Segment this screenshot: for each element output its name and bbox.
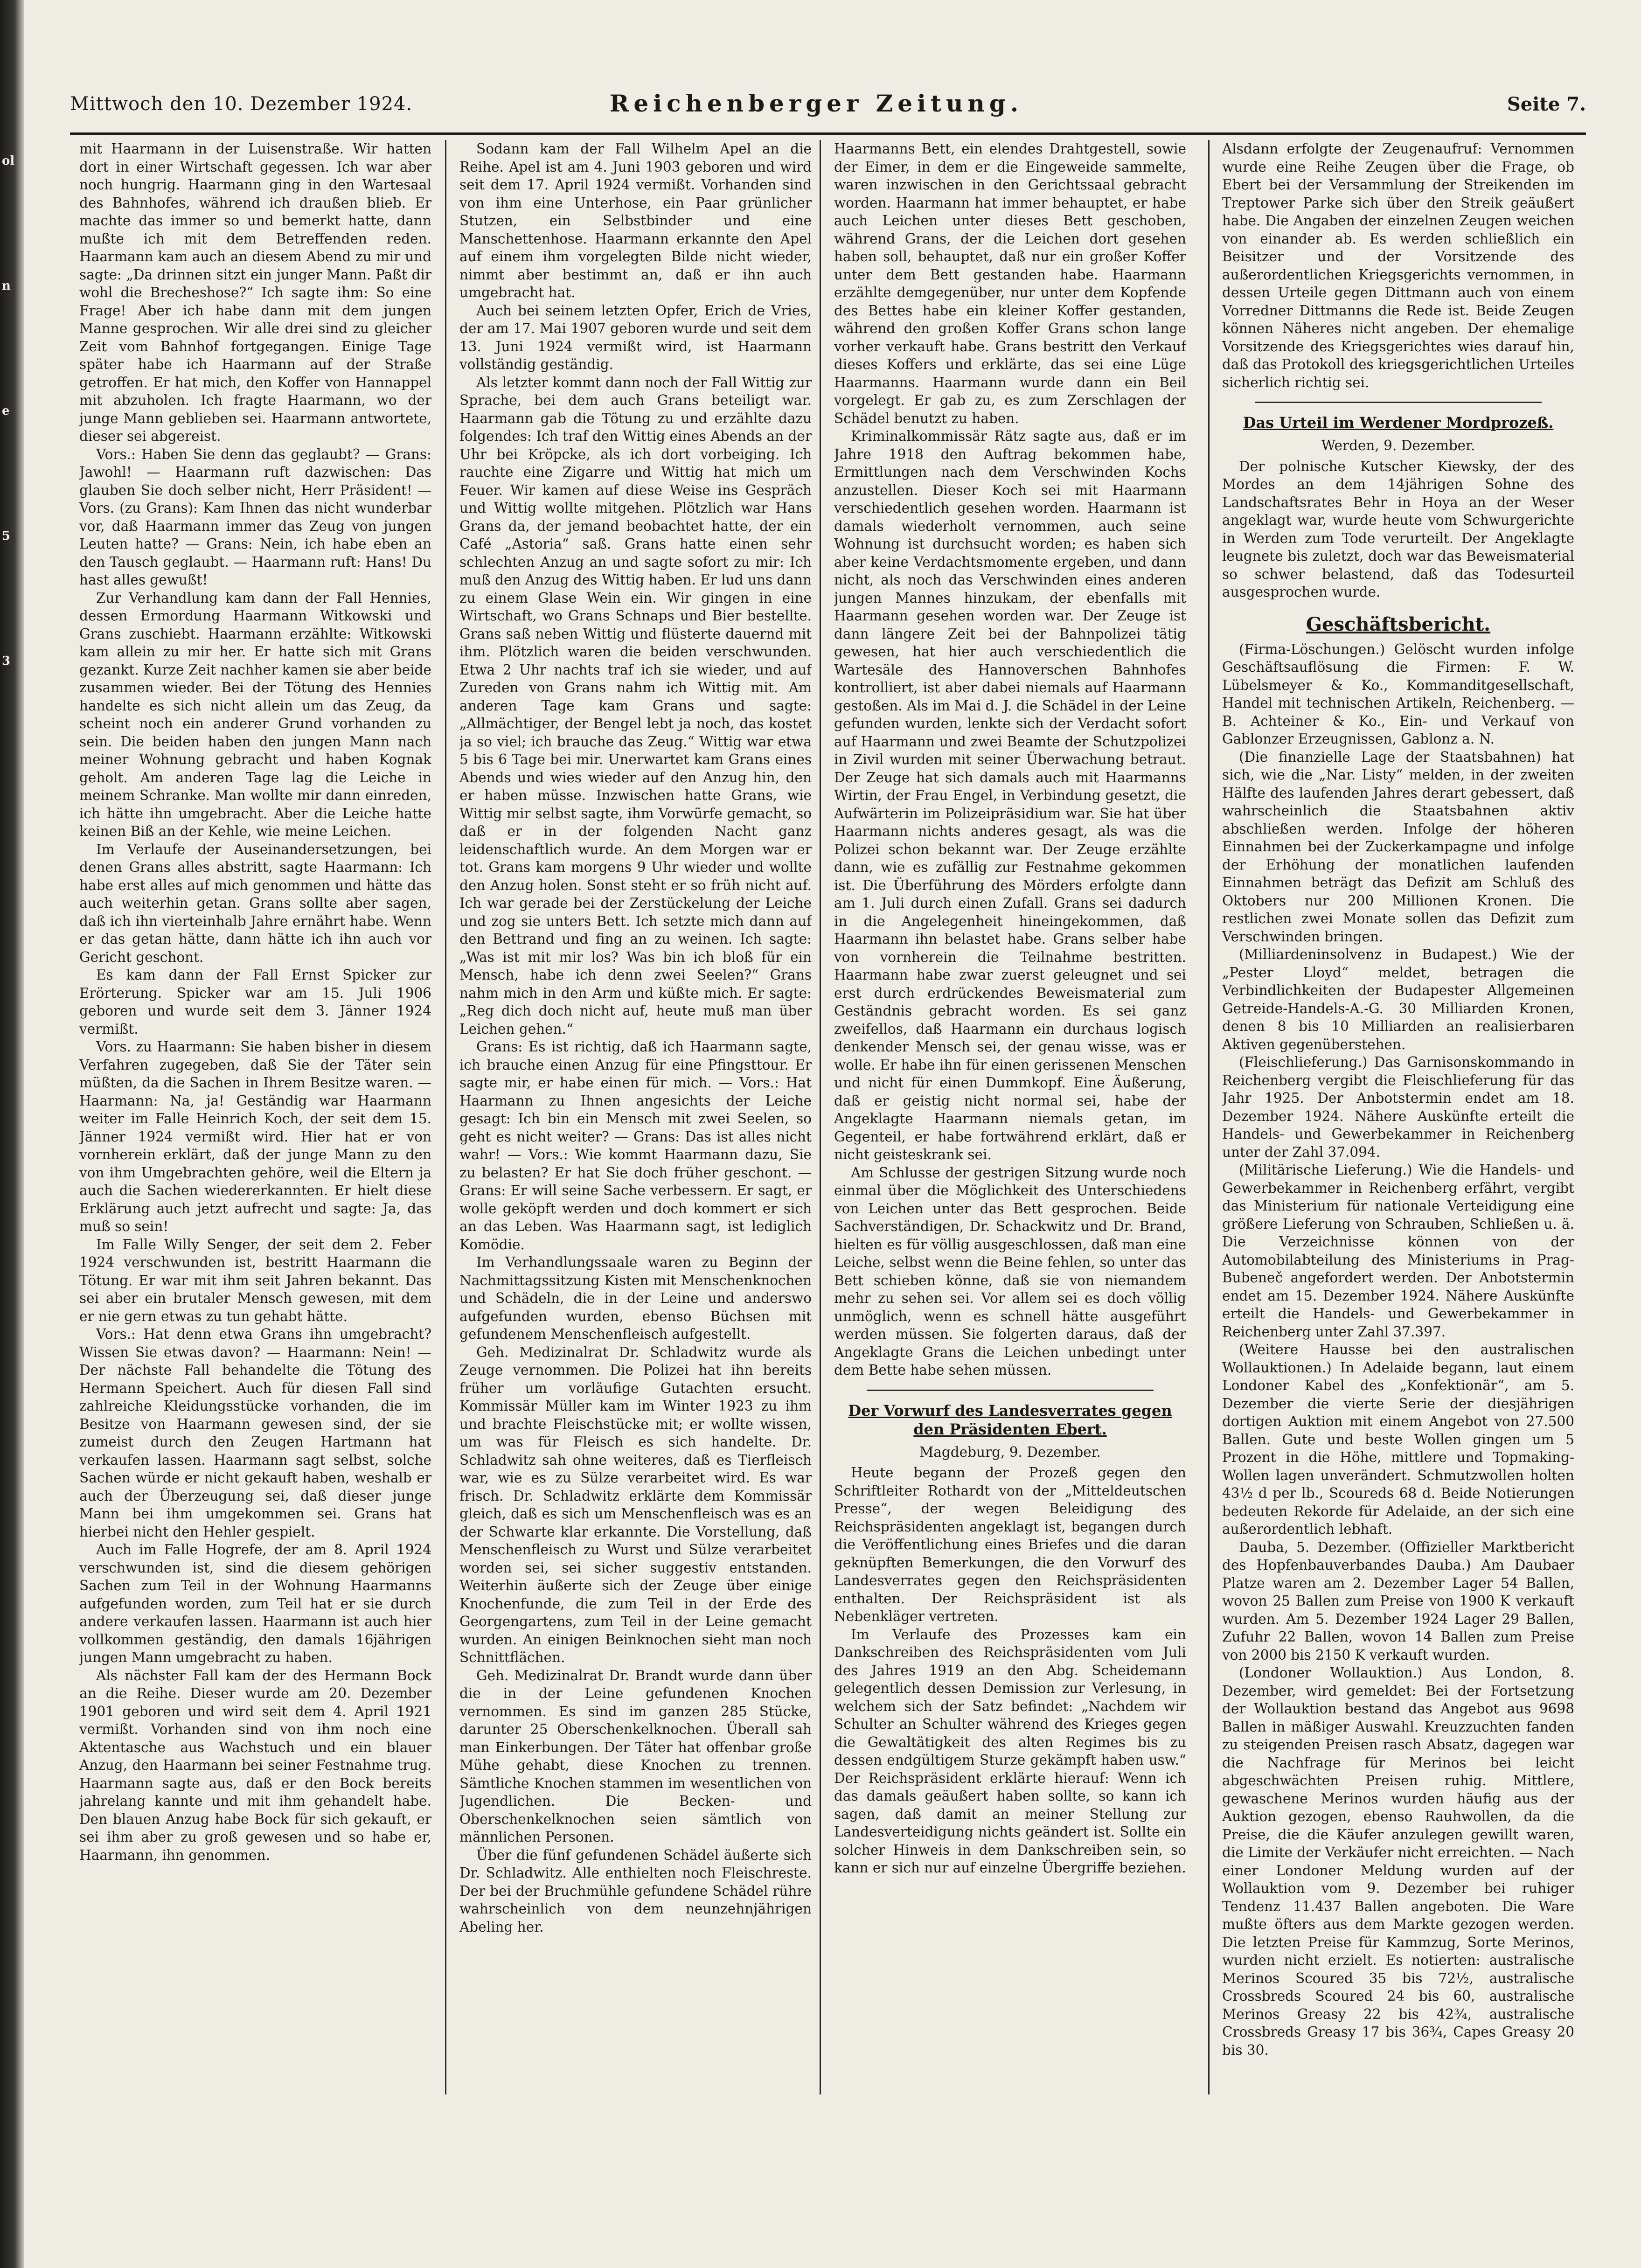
column-4: [1222, 140, 1574, 2094]
article-paragraph: Auch bei seinem letzten Opfer, Erich de Vries, der am 17. Mai 1907 geboren wurde und seit dem 13. Juni 1924 vermißt wird, ist Haarmann vollständig geständig.: [459, 302, 812, 372]
article-paragraph: Sodann kam der Fall Wilhelm Apel an die Reihe. Apel ist am 4. Juni 1903 geboren und wird seit dem 17. April 1924 vermißt. Vorhanden sind von ihm eine Unterhose, ein Paar grünlicher Stutzen, ein Selbstbinder und eine Manschettenhose. Haarmann erkannte den Apel auf einem ihm vorgelegten Bilde nicht wieder, nimmt aber bestimmt an, daß er ihn auch umgebracht hat.: [459, 141, 812, 300]
issue-date: Mittwoch den 10. Dezember 1924.: [70, 93, 413, 115]
column-rule: [1208, 140, 1210, 2094]
news-item: (Londoner Wollauktion.) Aus London, 8. Dezember, wird gemeldet: Bei der Fortsetzung der Wollauktion bestand das Angebot aus 9698 Ballen in mäßiger Auswahl. Kreuzzuchten fanden zu steigenden Preisen rasch Absatz, dagegen war die Nachfrage für Merinos bei leicht abgeschwächten Preisen ruhig. Mittlere, gewaschene Merinos wurden häufig aus der Auktion gezogen, ebenso Rauhwollen, da die Preise, die die Käufer anzulegen gewillt waren, die Limite der Verkäufer nicht erreichten. — Nach einer Londoner Meldung wurden auf der Wollauktion vom 9. Dezember bei ruhiger Tendenz 11.437 Ballen angeboten. Die Ware mußte öfters aus dem Markte gezogen werden. Die letzten Preise für Kammzug, Sorte Merinos, wurden nicht erzielt. Es notierten: australische Merinos Scoured 35 bis 72½, australische Crossbreds Scoured 24 bis 60, australische Merinos Greasy 22 bis 42¾, australische Crossbreds Greasy 17 bis 36¾, Capes Greasy 20 bis 30.: [1222, 1665, 1574, 2058]
margin-fragments: [2, 154, 21, 779]
article-paragraph: Vors.: Haben Sie denn das geglaubt? — Grans: Jawohl! — Haarmann ruft dazwischen: Das glauben Sie doch selber nicht, Herr Präsident! — Vors. (zu Grans): Kam Ihnen das nicht wunderbar vor, daß Haarmann immer das Zeug von jungen Leuten hatte? — Grans: Nein, ich habe eben an den Tausch geglaubt. — Haarmann ruft: Hans! Du hast alles gewußt!: [79, 446, 431, 588]
news-item: Dauba, 5. Dezember. (Offizieller Marktbericht des Hopfenbauverbandes Dauba.) Am Daubaer Platze waren am 2. Dezember Lager 54 Ballen, wovon 25 Ballen zum Preise von 1900 K verkauft wurden. Am 5. Dezember 1924 Lager 29 Ballen, Zufuhr 22 Ballen, wovon 14 Ballen zum Preise von 2000 bis 2150 K verkauft wurden.: [1222, 1539, 1574, 1663]
article-paragraph: Haarmanns Bett, ein elendes Drahtgestell, sowie der Eimer, in dem er die Eingeweide sammelte, waren inzwischen in den Gerichtssaal gebracht worden. Haarmann hat immer behauptet, er habe auch Leichen unter dieses Bett geschoben, während Grans, der die Leichen dort gesehen haben soll, behauptet, daß nur ein großer Koffer unter dem Bett gestanden habe. Haarmann erzählte demgegenüber, nur unter dem Kopfende des Bettes habe ein kleiner Koffer gestanden, während den großen Koffer Grans schon lange vorher verkauft habe. Grans bestritt den Verkauf dieses Koffers und erklärte, das sei eine Lüge Haarmanns. Haarmann wurde dann ein Beil vorgelegt. Er gab zu, es zum Zerschlagen der Schädel benutzt zu haben.: [834, 141, 1186, 426]
article-paragraph: Kriminalkommissär Rätz sagte aus, daß er im Jahre 1918 den Auftrag bekommen habe, Ermittlungen nach dem Verschwinden Kochs anzustellen. Dieser Koch sei mit Haarmann verschiedentlich gesehen worden. Haarmann ist damals wiederholt vernommen, auch seine Wohnung ist durchsucht worden; es haben sich aber keine Verdachtsmomente ergeben, und dann nicht, als noch das Verschwinden eines anderen jungen Mannes hinzukam, der ebenfalls mit Haarmann gesehen worden war. Der Zeuge ist dann längere Zeit bei der Bahnpolizei tätig gewesen, hat hier auch verschiedentlich die Wartesäle des Hannoverschen Bahnhofes kontrolliert, ist aber dabei niemals auf Haarmann gestoßen. Als im Mai d. J. die Schädel in der Leine gefunden wurden, lenkte sich der Verdacht sofort auf Haarmann und zwei Beamte der Schutzpolizei in Zivil wurden mit seiner Überwachung betraut. Der Zeuge hat sich damals auch mit Haarmanns Wirtin, der Frau Engel, in Verbindung gesetzt, die Aufwärterin im Polizeipräsidium war. Sie hat über Haarmann nichts anderes gesagt, als was die Polizei schon bekannt war. Der Zeuge erzählte dann, wie es zufällig zur Festnahme gekommen ist. Die Überführung des Mörders erfolgte dann am 1. Juli durch einen Zufall. Grans sei dadurch in die Angelegenheit hineingekommen, daß Haarmann ihn belastet habe. Grans selber habe von vornherein die Teilnahme bestritten. Haarmann habe zwar zuerst geleugnet und sei erst durch erdrückendes Beweismaterial zum Geständnis gebracht worden. Es sei ganz zweifellos, daß Haarmann ein durchaus logisch denkender Mensch sei, der genau wisse, was er wolle. Er habe ihn für einen gerissenen Menschen und nicht für einen Dummkopf. Eine Äußerung, daß er geistig nicht normal sei, habe der Angeklagte Haarmann niemals getan, im Gegenteil, er habe fortwährend erklärt, daß er nicht geisteskrank sei.: [834, 428, 1186, 1162]
article-heading: Das Urteil im Werdener Mordprozeß.: [1243, 414, 1554, 431]
article-paragraph: mit Haarmann in der Luisenstraße. Wir hatten dort in einer Wirtschaft gegessen. Ich war aber noch hungrig. Haarmann ging in den Wartesaal des Bahnhofes, während ich draußen blieb. Er machte das immer so und bemerkt hatte, dann mußte ich mit dem Betreffenden reden. Haarmann kam auch an diesem Abend zu mir und sagte: „Da drinnen sitzt ein junger Mann. Paßt dir wohl die Brecheshose?“ Ich sagte ihm: So eine Frage! Aber ich habe dann mit dem jungen Manne gesprochen. Wir alle drei sind zu gleicher Zeit vom Bahnhof fortgegangen. Einige Tage später habe ich Haarmann auf der Straße getroffen. Er hat mich, den Koffer von Hannappel mit abzuholen. Ich fragte Haarmann, wo der junge Mann geblieben sei. Haarmann antwortete, dieser sei abgereist.: [79, 141, 431, 444]
article-paragraph: Im Verlaufe des Prozesses kam ein Dankschreiben des Reichspräsidenten vom Juli des Jahres 1919 an den Abg. Scheidemann gelegentlich dessen Demission zur Verlesung, in welchem sich der Satz befindet: „Nachdem wir Schulter an Schulter während des Krieges gegen die Gewaltätigkeit des alten Regimes bis zu dessen endgültigem Sturze gekämpft haben usw.“ Der Reichspräsident erklärte hierauf: Wenn ich das damals geäußert haben sollte, so kann ich sagen, daß damit an meiner Stellung zur Landesverteidigung nichts geändert ist. Sollte ein solcher Hinweis in dem Dankschreiben sein, so kann er sich nur auf einzelne Übergriffe beziehen.: [834, 1626, 1186, 1876]
article-paragraph: Als letzter kommt dann noch der Fall Wittig zur Sprache, bei dem auch Grans beteiligt war. Haarmann gab die Tötung zu und erzählte dazu folgendes: Ich traf den Wittig eines Abends an der Uhr bei Kröpcke, als ich dort vorbeiging. Ich rauchte eine Zigarre und Wittig hat mich um Feuer. Wir kamen auf diese Weise ins Gespräch und Wittig wollte mitgehen. Plötzlich war Hans Grans da, der jemand beobachtet hatte, der ein Café „Astoria“ saß. Grans hatte einen sehr schlechten Anzug an und sagte sofort zu mir: Ich muß den Anzug des Wittig haben. Er lud uns dann zu einem Glase Wein ein. Wir gingen in eine Wirtschaft, wo Grans Schnaps und Bier bestellte. Grans saß neben Wittig und flüsterte dauernd mit ihm. Plötzlich waren die beiden verschwunden. Etwa 2 Uhr nachts traf ich sie wieder, und auf Zureden von Grans nahm ich Wittig mit. Am anderen Tage kam Grans und sagte: „Allmächtiger, der Bengel lebt ja noch, das kostet ja so viel; ich brauche das Zeug.“ Wittig war etwa 5 bis 6 Tage bei mir. Unerwartet kam Grans eines Abends und wies wieder auf den Anzug hin, den er haben müsse. Inzwischen hatte Grans, wie Wittig mir selbst sagte, ihm Vorwürfe gemacht, so daß er in der folgenden Nacht ganz leidenschaftlich wurde. An dem Morgen war er tot. Grans kam morgens 9 Uhr wieder und wollte den Anzug holen. Sonst steht er so früh nicht auf. Ich war gerade bei der Zerstückelung der Leiche und zog sie unters Bett. Ich setzte mich dann auf den Bettrand und fing an zu weinen. Ich sagte: „Was ist mit mir los? Was bin ich bloß für ein Mensch, habe ich denn zwei Seelen?“ Grans nahm mich in den Arm und küßte mich. Er sagte: „Reg dich doch nicht auf, heute muß man über Leichen gehen.“: [459, 374, 812, 1037]
column-rule: [445, 140, 446, 2094]
margin-fragment: 3: [2, 654, 11, 668]
article-paragraph: Im Falle Willy Senger, der seit dem 2. Feber 1924 verschwunden ist, bestritt Haarmann die Tötung. Er war mit ihm seit Jahren bekannt. Das sei aber ein brutaler Mensch gewesen, mit dem er nie gern etwas zu tun gehabt hätte.: [79, 1236, 431, 1324]
article-paragraph: Es kam dann der Fall Ernst Spicker zur Erörterung. Spicker war am 15. Juli 1906 geboren und wurde seit dem 3. Jänner 1924 vermißt.: [79, 967, 431, 1037]
article-paragraph: Am Schlusse der gestrigen Sitzung wurde noch einmal über die Möglichkeit des Unterschiedens von Leichen unter das Bett gesprochen. Beide Sachverständigen, Dr. Schackwitz und Dr. Brand, hielten es für völlig ausgeschlossen, daß man eine Leiche, selbst wenn die Beine fehlen, so unter das Bett schieben könne, daß sie von niemandem mehr zu sehen sei. Vor allem sei es doch völlig unmöglich, wenn es schnell hätte ausgeführt werden müssen. Sie folgerten daraus, daß der Angeklagte Grans die Leichen unbedingt unter dem Bette habe sehen müssen.: [834, 1164, 1186, 1378]
article-paragraph: Geh. Medizinalrat Dr. Schladwitz wurde als Zeuge vernommen. Die Polizei hat ihn bereits früher um vorläufige Gutachten ersucht. Kommissär Müller kam im Winter 1923 zu ihm und brachte Fleischstücke mit; er wollte wissen, um was für Fleisch es sich handelte. Dr. Schladwitz sah ohne weiteres, daß es Tierfleisch war, wie es zu Sülze verarbeitet wird. Es war frisch. Dr. Schladwitz erklärte dem Kommissär gleich, daß es sich um Menschenfleisch was es an der Schwarte klar erkannte. Die Vorstellung, daß Menschenfleisch zu Wurst und Sülze verarbeitet worden sei, sei sicher suggestiv entstanden. Weiterhin äußerte sich der Zeuge über einige Knochenfunde, die zum Teil in der Erde des Georgengartens, zum Teil in der Leine gemacht wurden. An einigen Beinknochen sieht man noch Schnittflächen.: [459, 1344, 812, 1665]
article-paragraph: Alsdann erfolgte der Zeugenaufruf: Vernommen wurde eine Reihe Zeugen über die Frage, ob Ebert bei der Versammlung der Streikenden im Treptower Parke sich über den Streik geäußert habe. Die Angaben der einzelnen Zeugen weichen von einander ab. Es werden schließlich ein Beisitzer und der Vorsitzende des außerordentlichen Kriegsgerichts vernommen, in dessen Urteile gegen Dittmann auch von einem Vorredner Dittmanns die Rede ist. Beide Zeugen können Näheres nicht angeben. Der ehemalige Vorsitzende des Kriegsgerichtes wies darauf hin, daß das Protokoll des kriegsgerichtlichen Urteiles sicherlich richtig sei.: [1222, 141, 1574, 390]
article-paragraph: Über die fünf gefundenen Schädel äußerte sich Dr. Schladwitz. Alle enthielten noch Fleischreste. Der bei der Bruchmühle gefundene Schädel rühre wahrscheinlich von dem neunzehnjährigen Abeling her.: [459, 1847, 812, 1935]
news-item: (Fleischlieferung.) Das Garnisonskommando in Reichenberg vergibt die Fleischlieferung für das Jahr 1925. Der Anbotstermin endet am 18. Dezember 1924. Nähere Auskünfte erteilt die Handels- und Gewerbekammer in Reichenberg unter der Zahl 37.094.: [1222, 1054, 1574, 1160]
article-separator: [1255, 402, 1542, 403]
news-item: (Die finanzielle Lage der Staatsbahnen) hat sich, wie die „Nar. Listy“ melden, in der zweiten Hälfte des laufenden Jahres derart gebessert, daß wahrscheinlich die Staatsbahnen aktiv abschließen werden. Infolge der höheren Einnahmen bei der Zuckerkampagne und infolge der Erhöhung der monatlichen laufenden Einnahmen beträgt das Defizit am Schluß des Oktobers nur 200 Millionen Kronen. Die restlichen zwei Monate sollen das Defizit zum Verschwinden bringen.: [1222, 749, 1574, 945]
column-3: [834, 140, 1186, 2094]
column-2: [459, 140, 812, 2094]
margin-fragment: ol: [2, 154, 15, 168]
article-dateline: Werden, 9. Dezember.: [1321, 438, 1475, 453]
article-paragraph: Zur Verhandlung kam dann der Fall Hennies, dessen Ermordung Haarmann Witkowski und Grans zuschiebt. Haarmann erzählte: Witkowski kam allein zu mir her. Er hatte sich mit Grans gezankt. Kurze Zeit nachher kamen sie aber beide zusammen wieder. Bei der Tötung des Hennies handelte es sich nicht allein um das Zeug, da scheint noch ein anderer Grund vorhanden zu sein. Die beiden haben den jungen Mann nach meiner Wohnung gebracht und haben Kognak geholt. Am anderen Tage lag die Leiche in meinem Schranke. Man wollte mir dann einreden, ich hätte ihn umgebracht. Aber die Leiche hatte keinen Biß an der Kehle, wie meine Leichen.: [79, 590, 431, 839]
header-rule: [70, 132, 1586, 135]
article-paragraph: Im Verhandlungssaale waren zu Beginn der Nachmittagssitzung Kisten mit Menschenknochen und Schädeln, die in der Leine und anderswo aufgefunden wurden, ebenso Büchsen mit gefundenem Menschenfleisch aufgestellt.: [459, 1254, 812, 1342]
article-paragraph: Heute begann der Prozeß gegen den Schriftleiter Rothardt von der „Mitteldeutschen Presse“, der wegen Beleidigung des Reichspräsidenten angeklagt ist, begangen durch die Veröffentlichung eines Briefes und die daran geknüpften Bemerkungen, die den Vorwurf des Landesverrates gegen den Reichspräsidenten enthalten. Der Reichspräsident ist als Nebenkläger vertreten.: [834, 1465, 1186, 1624]
article-paragraph: Geh. Medizinalrat Dr. Brandt wurde dann über die in der Leine gefundenen Knochen vernommen. Es sind im ganzen 285 Stücke, darunter 25 Oberschenkelknochen. Überall sah man Einkerbungen. Der Täter hat offenbar große Mühe gehabt, diese Knochen zu trennen. Sämtliche Knochen stammen im wesentlichen von Jugendlichen. Die Becken- und Oberschenkelknochen seien sämtlich von männlichen Personen.: [459, 1667, 812, 1845]
section-heading: Geschäftsbericht.: [1306, 613, 1491, 635]
column-rule: [820, 140, 821, 2094]
margin-fragment: e: [2, 404, 10, 418]
news-item: (Militärische Lieferung.) Wie die Handels- und Gewerbekammer in Reichenberg erfährt, vergibt das Ministerium für nationale Verteidigung eine größere Lieferung von Schrauben, Schließen u. ä. Die Verzeichnisse können von der Automobilabteilung des Ministeriums in Prag-Bubeneč angefordert werden. Der Anbotstermin endet am 15. Dezember 1924. Nähere Auskünfte erteilt die Handels- und Gewerbekammer in Reichenberg unter Zahl 37.397.: [1222, 1162, 1574, 1340]
article-paragraph: Der polnische Kutscher Kiewsky, der des Mordes an dem 14jährigen Sohne des Landschaftsrates Behr in Hoya an der Weser angeklagt war, wurde heute vom Schwurgerichte in Werden zum Tode verurteilt. Der Angeklagte leugnete bis zuletzt, doch war das Beweismaterial so schwer belastend, daß das Todesurteil ausgesprochen wurde.: [1222, 458, 1574, 600]
news-item: (Milliardeninsolvenz in Budapest.) Wie der „Pester Lloyd“ meldet, betragen die Verbindlichkeiten der Budapester Allgemeinen Getreide-Handels-A.-G. 30 Milliarden Kronen, denen 8 bis 10 Milliarden an realisierbaren Aktiven gegenüberstehen.: [1222, 946, 1574, 1052]
news-item: (Weitere Hausse bei den australischen Wollauktionen.) In Adelaide begann, laut einem Londoner Kabel des „Konfektionär“, am 5. Dezember die vierte Serie der diesjährigen dortigen Auktion mit einem Angebot von 27.500 Ballen. Gute und beste Wollen gingen um 5 Prozent in die Höhe, mittlere und Topmaking-Wollen lagen unverändert. Schmutzwollen holten 43½ d per lb., Scoureds 68 d. Beide Notierungen bedeuten Rekorde für Adelaide, an der sich eine außerordentlich lebhaft.: [1222, 1342, 1574, 1537]
left-page-edge: [0, 0, 24, 2268]
page-header: [70, 90, 1586, 126]
margin-fragment: n: [2, 279, 11, 293]
article-paragraph: Grans: Es ist richtig, daß ich Haarmann sagte, ich brauche einen Anzug für eine Pfingsttour. Er sagte mir, er habe einen für mich. — Vors.: Hat Haarmann zu Ihnen angesichts der Leiche gesagt: Ich bin ein Mensch mit zwei Seelen, so geht es nicht weiter? — Grans: Das ist alles nicht wahr! — Vors.: Wie kommt Haarmann dazu, Sie zu belasten? Er hat Sie doch früher geschont. — Grans: Er will seine Sache verbessern. Er sagt, er wolle geköpft werden und doch kommert er sich an das Leben. Was Haarmann sagt, ist lediglich Komödie.: [459, 1039, 812, 1252]
article-heading: Der Vorwurf des Landesverrates gegen den Präsidenten Ebert.: [848, 1401, 1172, 1438]
article-paragraph: Im Verlaufe der Auseinandersetzungen, bei denen Grans alles abstritt, sagte Haarmann: Ich habe erst alles auf mich genommen und hätte das auch weiterhin getan. Grans sollte aber sagen, daß ich ihn vierteinhalb Jahre ernährt habe. Wenn er das getan hätte, dann hätte ich ihn auch vor Gericht geschont.: [79, 841, 431, 965]
article-dateline: Magdeburg, 9. Dezember.: [919, 1444, 1101, 1460]
news-item: (Firma-Löschungen.) Gelöscht wurden infolge Geschäftsauflösung die Firmen: F. W. Lübelsmeyer & Ko., Kommanditgesellschaft, Handel mit technischen Artikeln, Reichenberg. — B. Achteiner & Ko., Ein- und Verkauf von Gablonzer Erzeugnissen, Gablonz a. N.: [1222, 641, 1574, 747]
article-paragraph: Vors.: Hat denn etwa Grans ihn umgebracht? Wissen Sie etwas davon? — Haarmann: Nein! — Der nächste Fall behandelte die Tötung des Hermann Speichert. Auch für diesen Fall sind zahlreiche Kleidungsstücke vorhanden, die im Besitze von Haarmann gewesen sind, der sie zumeist durch den Zeugen Hartmann hat verkaufen lassen. Haarmann sagt selbst, solche Sachen würde er nicht gekauft haben, weshalb er auch der Überzeugung sei, daß dieser junge Mann bei ihm umgekommen sei. Grans hat hierbei nicht den Hehler gespielt.: [79, 1326, 431, 1540]
article-paragraph: Vors. zu Haarmann: Sie haben bisher in diesem Verfahren zugegeben, daß Sie der Täter sein müßten, da die Sachen in Ihrem Besitze waren. — Haarmann: Na, ja! Geständig war Haarmann weiter im Falle Heinrich Koch, der seit dem 15. Jänner 1924 vermißt wird. Hier hat er von vornherein erklärt, daß der junge Mann zu den von ihm Umgebrachten gehöre, weil die Eltern ja auch die Sachen wiedererkannten. Er hielt diese Erklärung auch jetzt aufrecht und sagte: Ja, das muß so sein!: [79, 1039, 431, 1234]
newspaper-title: Reichenberger Zeitung.: [609, 90, 1023, 117]
column-1: [79, 140, 431, 2094]
page-number: Seite 7.: [1507, 93, 1586, 115]
margin-fragment: 5: [2, 529, 11, 543]
article-paragraph: Als nächster Fall kam der des Hermann Bock an die Reihe. Dieser wurde am 20. Dezember 1901 geboren und wird seit dem 4. April 1921 vermißt. Vorhanden sind von ihm noch eine Aktentasche aus Wachstuch und ein blauer Anzug, den Haarmann bei seiner Festnahme trug. Haarmann sagte aus, daß er den Bock bereits jahrelang kannte und mit ihm gehandelt habe. Den blauen Anzug habe Bock für sich gekauft, er sei ihm aber zu groß gewesen und so habe er, Haarmann, ihn genommen.: [79, 1667, 431, 1863]
article-separator: [867, 1390, 1154, 1391]
article-paragraph: Auch im Falle Hogrefe, der am 8. April 1924 verschwunden ist, sind die diesem gehörigen Sachen zum Teil in der Wohnung Haarmanns aufgefunden worden, zum Teil hat er sie durch andere verkaufen lassen. Haarmann ist auch hier vollkommen geständig, den damals 16jährigen jungen Mann umgebracht zu haben.: [79, 1542, 431, 1665]
